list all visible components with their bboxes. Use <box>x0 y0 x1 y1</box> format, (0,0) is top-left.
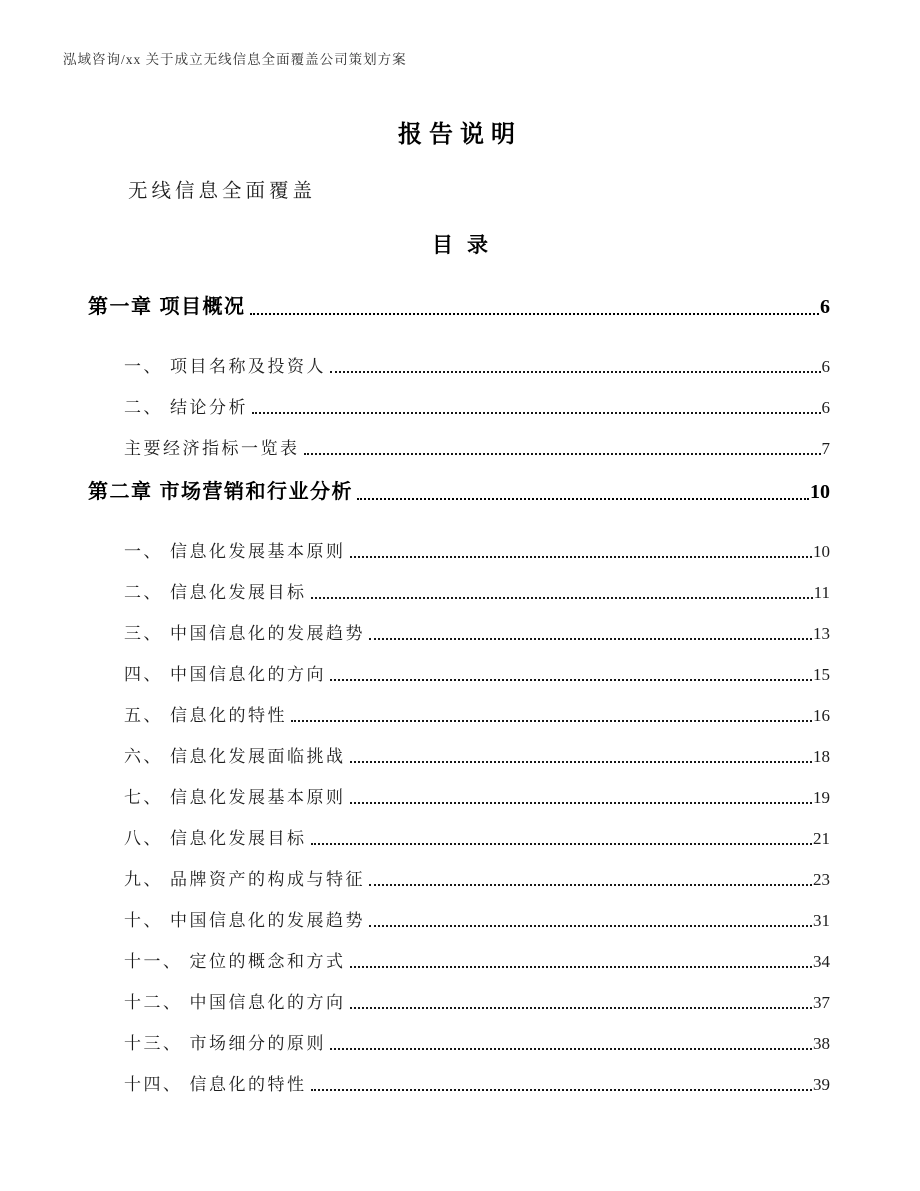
toc-page-number: 6 <box>820 296 830 318</box>
toc-entry-number: 第一章 <box>88 296 153 318</box>
toc-dot-leader <box>252 412 821 414</box>
toc-entry-number: 十、 <box>124 911 163 930</box>
toc-entry-title: 信息化发展目标 <box>170 583 307 602</box>
toc-entry-title: 市场细分的原则 <box>189 1034 326 1053</box>
toc-entry-title: 主要经济指标一览表 <box>124 439 300 458</box>
toc-page-number: 13 <box>813 624 830 643</box>
toc-dot-leader <box>357 498 809 500</box>
toc-page-number: 39 <box>813 1075 830 1094</box>
toc-entry-label <box>124 787 346 808</box>
toc-entry-label <box>124 397 248 418</box>
toc-entry-label <box>124 1033 326 1054</box>
toc-entry-title: 信息化的特性 <box>189 1075 307 1094</box>
toc-entry-number: 十三、 <box>124 1034 183 1053</box>
toc-dot-leader <box>369 638 812 640</box>
toc-entry-number: 四、 <box>124 665 163 684</box>
toc-page-number: 15 <box>813 665 830 684</box>
toc-item-row[interactable] <box>88 438 830 459</box>
toc-page-number: 34 <box>813 952 830 971</box>
toc-entry-number: 十一、 <box>124 952 183 971</box>
toc-item-row[interactable] <box>88 541 830 562</box>
toc-page-number: 31 <box>813 911 830 930</box>
toc-dot-leader <box>350 1007 813 1009</box>
toc-item-row[interactable] <box>88 869 830 890</box>
toc-page-number: 10 <box>810 481 830 503</box>
toc-page-number: 10 <box>813 542 830 561</box>
toc-entry-label <box>124 438 300 459</box>
toc-item-row[interactable] <box>88 746 830 767</box>
toc-entry-title: 定位的概念和方式 <box>189 952 346 971</box>
toc-dot-leader <box>330 371 821 373</box>
toc-chapter-row[interactable] <box>88 479 830 505</box>
toc-entry-label <box>124 746 346 767</box>
toc-entry-title: 中国信息化的发展趋势 <box>170 911 365 930</box>
toc-entry-title: 信息化发展基本原则 <box>170 788 346 807</box>
toc-entry-title: 品牌资产的构成与特征 <box>170 870 365 889</box>
toc-chapter-row[interactable] <box>88 294 830 320</box>
toc-page-number: 38 <box>813 1034 830 1053</box>
toc-entry-label <box>124 951 346 972</box>
toc-entry-label <box>124 541 346 562</box>
toc-dot-leader <box>330 1048 812 1050</box>
toc-entry-number: 第二章 <box>88 481 153 503</box>
toc-entry-title: 中国信息化的方向 <box>170 665 326 684</box>
toc-item-row[interactable] <box>88 664 830 685</box>
toc-item-row[interactable] <box>88 992 830 1013</box>
table-of-contents <box>88 260 830 1095</box>
toc-dot-leader <box>304 453 821 455</box>
toc-entry-title: 结论分析 <box>170 398 248 417</box>
toc-entry-label <box>124 992 346 1013</box>
toc-page-number: 19 <box>813 788 830 807</box>
toc-entry-title: 项目概况 <box>159 296 246 318</box>
toc-entry-number: 六、 <box>124 747 163 766</box>
toc-entry-number: 八、 <box>124 829 163 848</box>
toc-entry-title: 中国信息化的发展趋势 <box>170 624 365 643</box>
toc-entry-label <box>88 479 353 505</box>
toc-item-row[interactable] <box>88 356 830 377</box>
toc-item-row[interactable] <box>88 787 830 808</box>
toc-entry-label <box>88 294 246 320</box>
toc-dot-leader <box>311 1089 813 1091</box>
toc-heading: 目录 <box>432 233 502 257</box>
toc-dot-leader <box>311 843 813 845</box>
toc-page-number: 21 <box>813 829 830 848</box>
toc-dot-leader <box>330 679 812 681</box>
toc-item-row[interactable] <box>88 828 830 849</box>
toc-entry-title: 中国信息化的方向 <box>189 993 346 1012</box>
toc-page-number: 6 <box>821 357 830 376</box>
toc-dot-leader <box>369 884 812 886</box>
toc-dot-leader <box>350 966 813 968</box>
toc-entry-label <box>124 910 365 931</box>
toc-item-row[interactable] <box>88 623 830 644</box>
toc-entry-label <box>124 828 307 849</box>
toc-entry-number: 二、 <box>124 583 163 602</box>
toc-item-row[interactable] <box>88 1074 830 1095</box>
toc-page-number: 16 <box>813 706 830 725</box>
toc-entry-title: 市场营销和行业分析 <box>159 481 353 503</box>
toc-entry-title: 项目名称及投资人 <box>170 357 326 376</box>
toc-page-number: 6 <box>821 398 830 417</box>
toc-entry-number: 一、 <box>124 542 163 561</box>
toc-page-number: 7 <box>821 439 830 458</box>
document-header-line: 泓域咨询/xx 关于成立无线信息全面覆盖公司策划方案 <box>63 52 407 67</box>
toc-item-row[interactable] <box>88 951 830 972</box>
toc-page-number: 11 <box>813 583 830 602</box>
toc-entry-number: 一、 <box>124 357 163 376</box>
toc-entry-title: 信息化发展基本原则 <box>170 542 346 561</box>
toc-item-row[interactable] <box>88 582 830 603</box>
toc-page-number: 37 <box>813 993 830 1012</box>
toc-page-number: 18 <box>813 747 830 766</box>
toc-entry-label <box>124 705 287 726</box>
toc-dot-leader <box>291 720 812 722</box>
report-title: 报告说明 <box>398 122 522 148</box>
toc-entry-label <box>124 582 307 603</box>
toc-entry-title: 信息化发展面临挑战 <box>170 747 346 766</box>
report-intro-line: 无线信息全面覆盖 <box>128 181 317 202</box>
toc-dot-leader <box>369 925 812 927</box>
toc-dot-leader <box>250 313 820 315</box>
toc-dot-leader <box>350 761 813 763</box>
toc-entry-number: 九、 <box>124 870 163 889</box>
toc-item-row[interactable] <box>88 1033 830 1054</box>
toc-item-row[interactable] <box>88 705 830 726</box>
toc-entry-label <box>124 664 326 685</box>
toc-entry-label <box>124 1074 307 1095</box>
toc-entry-number: 十四、 <box>124 1075 183 1094</box>
toc-entry-number: 二、 <box>124 398 163 417</box>
toc-entry-title: 信息化发展目标 <box>170 829 307 848</box>
toc-entry-number: 七、 <box>124 788 163 807</box>
toc-item-row[interactable] <box>88 397 830 418</box>
toc-entry-label <box>124 356 326 377</box>
toc-entry-number: 五、 <box>124 706 163 725</box>
toc-item-row[interactable] <box>88 910 830 931</box>
toc-entry-number: 三、 <box>124 624 163 643</box>
toc-entry-number: 十二、 <box>124 993 183 1012</box>
toc-entry-title: 信息化的特性 <box>170 706 287 725</box>
toc-dot-leader <box>311 597 813 599</box>
toc-dot-leader <box>350 556 813 558</box>
toc-entry-label <box>124 623 365 644</box>
toc-entry-label <box>124 869 365 890</box>
toc-dot-leader <box>350 802 813 804</box>
toc-page-number: 23 <box>813 870 830 889</box>
